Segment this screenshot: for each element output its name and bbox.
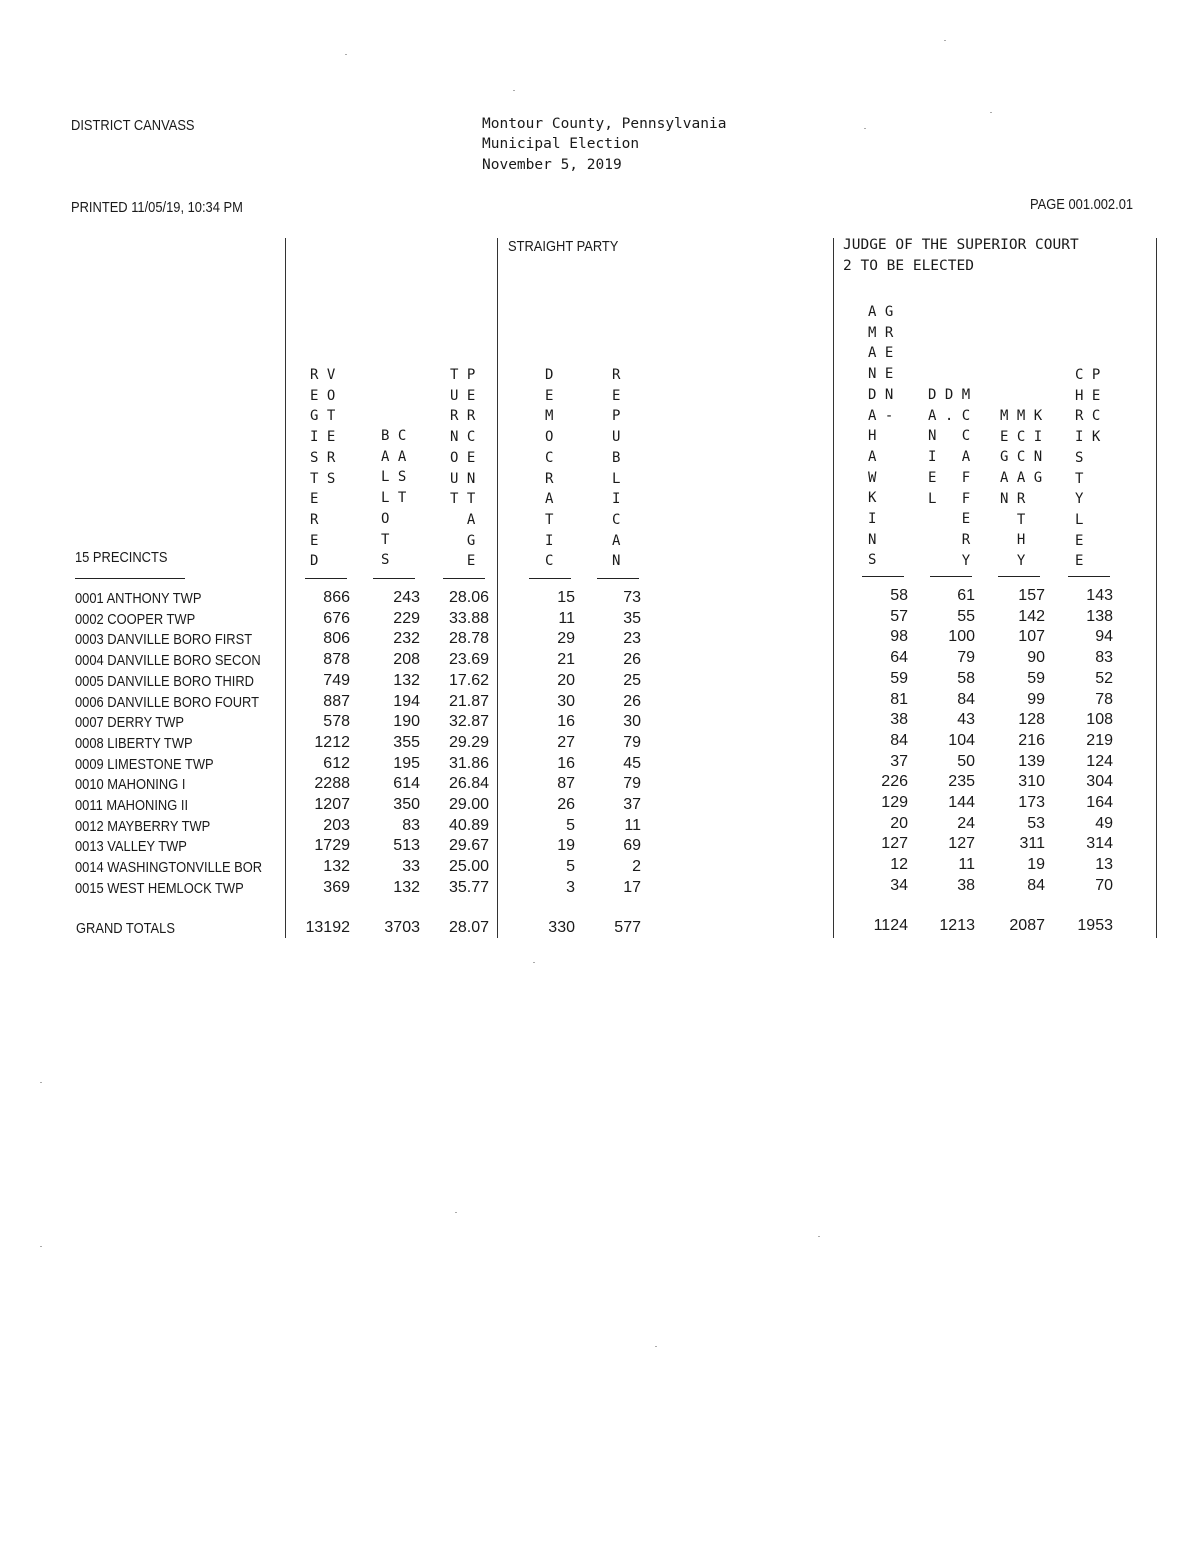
header-letter-line: S xyxy=(1075,449,1084,466)
ballots-cast-cell: 355 xyxy=(393,733,420,751)
header-letter-line: G T xyxy=(310,408,336,425)
hawkins-votes-cell: 98 xyxy=(890,628,908,646)
total-democratic: 330 xyxy=(548,919,575,936)
header-letter-line: O xyxy=(381,510,390,527)
precinct-name: 0011 MAHONING II xyxy=(75,797,189,814)
registered-voters-cell: 2288 xyxy=(314,775,350,793)
mcnaughton-votes-cell: 19 xyxy=(1027,856,1045,874)
republican-cell: 45 xyxy=(623,754,641,772)
header-letter-line: D xyxy=(310,553,319,570)
scan-speck xyxy=(455,1212,457,1213)
header-letter-line: A G xyxy=(868,304,894,320)
total-registered: 13192 xyxy=(305,919,350,936)
header-letter-line: R xyxy=(310,511,319,528)
header-letter-line: E xyxy=(1075,553,1084,570)
scan-speck xyxy=(345,54,347,55)
header-letter-line: S xyxy=(381,552,390,569)
democratic-cell: 16 xyxy=(557,754,575,772)
republican-cell: 35 xyxy=(623,609,641,627)
header-letter-line: H xyxy=(868,428,877,445)
header-letter-line: C P xyxy=(1075,367,1101,383)
total-hawkins: 1124 xyxy=(873,917,908,934)
header-letter-line: R xyxy=(545,470,554,487)
total-ballots: 3703 xyxy=(384,919,420,936)
precinct-name: 0002 COOPER TWP xyxy=(75,610,196,628)
mccaffery-votes-cell: 38 xyxy=(957,876,975,894)
header-letter-line: R C xyxy=(1075,408,1101,425)
ballots-cast-cell: 83 xyxy=(402,816,420,834)
democratic-cell: 3 xyxy=(566,878,575,896)
heading-underline xyxy=(443,578,485,579)
header-letter-line: E xyxy=(310,532,319,549)
header-letter-line: A E xyxy=(868,345,894,362)
header-letter-line: I A xyxy=(928,449,971,466)
democratic-cell: 5 xyxy=(566,816,575,834)
header-letter-line: M M K xyxy=(1000,408,1043,424)
header-letter-line: E F xyxy=(928,469,971,486)
header-letter-line: A xyxy=(450,511,476,528)
turnout-cell: 21.87 xyxy=(448,692,489,710)
header-letter-line: R V xyxy=(310,367,336,383)
turnout-cell: 23.69 xyxy=(448,651,489,669)
candidate-hawkins-header xyxy=(868,302,893,571)
ballots-cast-cell: 33 xyxy=(402,858,420,876)
hawkins-votes-cell: 37 xyxy=(890,752,908,770)
candidate-mcnaughton-header xyxy=(1000,406,1042,572)
header-letter-line: E xyxy=(545,387,554,404)
scan-speck xyxy=(944,40,946,41)
header-letter-line: E O xyxy=(310,387,336,404)
democratic-cell: 30 xyxy=(557,692,575,710)
header-letter-line: S xyxy=(868,552,877,569)
header-letter-line: A xyxy=(545,491,554,508)
stacey-votes-cell: 124 xyxy=(1086,752,1113,770)
county-name: Montour County, Pennsylvania xyxy=(482,116,727,132)
stacey-votes-cell: 164 xyxy=(1086,794,1113,811)
scan-speck xyxy=(864,128,866,129)
hawkins-votes-cell: 58 xyxy=(890,587,908,604)
stacey-votes-cell: 52 xyxy=(1095,669,1113,687)
registered-voters-cell: 132 xyxy=(323,858,350,876)
header-letter-line: G xyxy=(450,532,476,549)
heading-underline xyxy=(1068,576,1110,577)
stacey-votes-cell: 70 xyxy=(1095,876,1113,894)
header-letter-line: D D M xyxy=(928,387,971,403)
precinct-name: 0008 LIBERTY TWP xyxy=(75,734,193,752)
column-divider xyxy=(1156,238,1157,938)
registered-voters-cell: 887 xyxy=(323,692,350,710)
republican-cell: 73 xyxy=(623,589,641,606)
header-letter-line: T xyxy=(545,511,554,528)
turnout-cell: 29.00 xyxy=(448,796,489,813)
turnout-percentage-header xyxy=(450,365,475,572)
header-letter-line: I xyxy=(545,532,554,549)
mccaffery-votes-cell: 100 xyxy=(948,628,975,646)
democratic-cell: 20 xyxy=(557,671,575,689)
mccaffery-votes-cell: 55 xyxy=(957,607,975,625)
registered-voters-cell: 612 xyxy=(323,754,350,772)
election-date: November 5, 2019 xyxy=(482,157,622,173)
stacey-votes-cell: 94 xyxy=(1095,628,1113,646)
mccaffery-votes-cell: 84 xyxy=(957,690,975,708)
header-letter-line: L xyxy=(612,470,621,487)
precinct-name: 0012 MAYBERRY TWP xyxy=(75,817,211,835)
precinct-name: 0001 ANTHONY TWP xyxy=(75,590,202,607)
mcnaughton-votes-cell: 128 xyxy=(1018,711,1045,729)
precinct-name: 0003 DANVILLE BORO FIRST xyxy=(75,631,253,649)
header-letter-line: U N xyxy=(450,470,476,487)
header-letter-line: P xyxy=(612,408,621,425)
header-letter-line: R xyxy=(612,367,621,383)
precinct-name: 0013 VALLEY TWP xyxy=(75,838,187,856)
mcnaughton-votes-cell: 157 xyxy=(1018,587,1045,604)
header-letter-line: T P xyxy=(450,367,476,383)
democratic-cell: 19 xyxy=(557,837,575,855)
column-divider xyxy=(497,238,498,938)
stacey-votes-cell: 314 xyxy=(1086,835,1113,853)
mccaffery-votes-cell: 79 xyxy=(957,649,975,667)
republican-cell: 30 xyxy=(623,713,641,731)
header-letter-line: I xyxy=(612,491,621,508)
democratic-cell: 11 xyxy=(558,609,575,627)
democratic-cell: 5 xyxy=(566,858,575,876)
header-letter-line: U xyxy=(612,429,621,446)
header-letter-line: K xyxy=(868,490,877,507)
registered-voters-cell: 1729 xyxy=(314,837,350,855)
judge-header-line1: JUDGE OF THE SUPERIOR COURT xyxy=(843,237,1079,253)
scan-speck xyxy=(990,112,992,113)
header-letter-line: C xyxy=(612,511,621,528)
hawkins-votes-cell: 20 xyxy=(890,814,908,832)
precinct-name: 0009 LIMESTONE TWP xyxy=(75,755,214,773)
header-letter-line: L F xyxy=(928,490,971,507)
democratic-cell: 27 xyxy=(557,733,575,751)
stacey-votes-cell: 138 xyxy=(1086,607,1113,625)
mcnaughton-votes-cell: 311 xyxy=(1019,835,1045,853)
stacey-votes-cell: 304 xyxy=(1086,773,1113,791)
total-stacey: 1953 xyxy=(1077,917,1113,934)
header-letter-line: D N xyxy=(868,386,894,403)
straight-party-header: STRAIGHT PARTY xyxy=(508,238,619,255)
header-letter-line: R R xyxy=(450,408,476,425)
registered-voters-cell: 203 xyxy=(323,816,350,834)
heading-underline xyxy=(305,578,347,579)
header-letter-line: Y xyxy=(1075,491,1084,508)
democratic-cell: 26 xyxy=(557,796,575,813)
header-letter-line: I E xyxy=(310,429,336,446)
header-letter-line: T T xyxy=(450,491,476,508)
hawkins-votes-cell: 57 xyxy=(890,607,908,625)
candidate-mccaffery-header xyxy=(928,385,970,571)
hawkins-votes-cell: 64 xyxy=(890,649,908,667)
precinct-name: 0005 DANVILLE BORO THIRD xyxy=(75,672,255,690)
ballots-cast-cell: 208 xyxy=(393,651,420,669)
mcnaughton-votes-cell: 53 xyxy=(1027,814,1045,832)
registered-voters-cell: 1212 xyxy=(314,733,350,751)
mccaffery-votes-cell: 235 xyxy=(948,773,975,791)
grand-totals-label: GRAND TOTALS xyxy=(76,920,175,937)
mcnaughton-votes-cell: 99 xyxy=(1027,690,1045,708)
total-turnout: 28.07 xyxy=(448,919,489,936)
mccaffery-votes-cell: 24 xyxy=(957,814,975,832)
hawkins-votes-cell: 12 xyxy=(890,856,908,874)
turnout-cell: 31.86 xyxy=(448,754,489,772)
republican-cell: 11 xyxy=(624,816,641,834)
hawkins-votes-cell: 127 xyxy=(881,835,908,853)
header-letter-line: T xyxy=(1000,511,1026,528)
header-letter-line: M xyxy=(545,408,554,425)
registered-voters-cell: 578 xyxy=(323,713,350,731)
democratic-cell: 16 xyxy=(557,713,575,731)
total-mccaffery: 1213 xyxy=(939,917,975,934)
total-mcnaughton: 2087 xyxy=(1009,917,1045,934)
scan-speck xyxy=(655,1346,657,1347)
stacey-votes-cell: 49 xyxy=(1095,814,1113,832)
ballots-cast-cell: 513 xyxy=(393,837,420,855)
header-letter-line: O xyxy=(545,429,554,446)
header-letter-line: N xyxy=(612,553,621,570)
header-letter-line: N R xyxy=(1000,490,1026,507)
republican-cell: 26 xyxy=(623,692,641,710)
header-letter-line: E xyxy=(612,387,621,404)
ballots-cast-cell: 190 xyxy=(393,713,420,731)
header-letter-line: E xyxy=(310,491,319,508)
registered-voters-cell: 749 xyxy=(323,671,350,689)
header-letter-line: G C N xyxy=(1000,449,1043,466)
heading-underline xyxy=(75,578,185,579)
header-letter-line: E xyxy=(1075,532,1084,549)
turnout-cell: 29.67 xyxy=(448,837,489,855)
printed-timestamp: PRINTED 11/05/19, 10:34 PM xyxy=(71,199,243,216)
header-letter-line: U E xyxy=(450,387,476,404)
mcnaughton-votes-cell: 310 xyxy=(1018,773,1045,791)
heading-underline xyxy=(998,576,1040,577)
ballots-cast-header xyxy=(381,426,406,571)
hawkins-votes-cell: 81 xyxy=(890,690,908,708)
scan-speck xyxy=(40,1082,42,1083)
heading-underline xyxy=(930,576,972,577)
mccaffery-votes-cell: 104 xyxy=(948,731,975,749)
header-letter-line: O E xyxy=(450,449,476,466)
ballots-cast-cell: 132 xyxy=(393,878,420,896)
header-letter-line: H E xyxy=(1075,387,1101,404)
stacey-votes-cell: 143 xyxy=(1086,587,1113,604)
ballots-cast-cell: 195 xyxy=(393,754,420,772)
registered-voters-cell: 806 xyxy=(323,630,350,648)
mcnaughton-votes-cell: 142 xyxy=(1018,607,1045,625)
header-letter-line: E C I xyxy=(1000,428,1043,445)
stacey-votes-cell: 219 xyxy=(1086,731,1113,749)
registered-voters-cell: 676 xyxy=(323,609,350,627)
scan-speck xyxy=(40,1246,42,1247)
header-letter-line: H xyxy=(1000,532,1026,549)
mccaffery-votes-cell: 61 xyxy=(957,587,975,604)
hawkins-votes-cell: 38 xyxy=(890,711,908,729)
precinct-name: 0010 MAHONING I xyxy=(75,776,186,794)
header-letter-line: T xyxy=(1075,470,1084,487)
turnout-cell: 32.87 xyxy=(448,713,489,731)
ballots-cast-cell: 243 xyxy=(393,589,420,606)
header-letter-line: N xyxy=(868,531,877,548)
stacey-votes-cell: 78 xyxy=(1095,690,1113,708)
header-letter-line: N E xyxy=(868,366,894,383)
turnout-cell: 40.89 xyxy=(448,816,489,834)
header-letter-line: S R xyxy=(310,449,336,466)
header-letter-line: C xyxy=(545,553,554,570)
scan-speck xyxy=(818,1236,820,1237)
header-letter-line: A xyxy=(612,532,621,549)
report-title: DISTRICT CANVASS xyxy=(71,117,195,134)
header-letter-line: A xyxy=(868,448,877,465)
precinct-name: 0015 WEST HEMLOCK TWP xyxy=(75,879,244,897)
scan-speck xyxy=(513,90,515,91)
heading-underline xyxy=(529,578,571,579)
candidate-stacey-header xyxy=(1075,365,1100,572)
mcnaughton-votes-cell: 107 xyxy=(1018,628,1045,646)
header-letter-line: L S xyxy=(381,469,407,486)
republican-header xyxy=(612,365,620,572)
header-letter-line: L xyxy=(1075,511,1084,528)
registered-voters-cell: 369 xyxy=(323,878,350,896)
heading-underline xyxy=(597,578,639,579)
stacey-votes-cell: 83 xyxy=(1095,649,1113,667)
header-letter-line: R xyxy=(928,531,971,548)
column-divider xyxy=(833,238,834,938)
header-letter-line: B xyxy=(612,449,621,466)
republican-cell: 2 xyxy=(632,858,641,876)
stacey-votes-cell: 13 xyxy=(1095,856,1113,874)
header-letter-line: I xyxy=(868,511,877,528)
mcnaughton-votes-cell: 139 xyxy=(1018,752,1045,770)
header-letter-line: N C xyxy=(928,428,971,445)
hawkins-votes-cell: 59 xyxy=(890,669,908,687)
democratic-cell: 15 xyxy=(557,589,575,606)
header-letter-line: A A G xyxy=(1000,470,1043,487)
mccaffery-votes-cell: 58 xyxy=(957,669,975,687)
header-letter-line: Y xyxy=(1000,552,1026,569)
turnout-cell: 33.88 xyxy=(448,609,489,627)
header-letter-line: B C xyxy=(381,428,407,444)
registered-voters-cell: 878 xyxy=(323,651,350,669)
precinct-name: 0006 DANVILLE BORO FOURT xyxy=(75,693,260,711)
republican-cell: 79 xyxy=(623,733,641,751)
judge-header-line2: 2 TO BE ELECTED xyxy=(843,258,974,274)
mccaffery-votes-cell: 11 xyxy=(958,856,975,874)
hawkins-votes-cell: 226 xyxy=(881,773,908,791)
ballots-cast-cell: 229 xyxy=(393,609,420,627)
republican-cell: 25 xyxy=(623,671,641,689)
republican-cell: 79 xyxy=(623,775,641,793)
republican-cell: 26 xyxy=(623,651,641,669)
mccaffery-votes-cell: 144 xyxy=(948,794,975,811)
turnout-cell: 17.62 xyxy=(448,671,489,689)
header-letter-line: T S xyxy=(310,470,336,487)
turnout-cell: 26.84 xyxy=(448,775,489,793)
republican-cell: 17 xyxy=(623,878,641,896)
header-letter-line: I K xyxy=(1075,429,1101,446)
header-letter-line: L T xyxy=(381,490,407,507)
ballots-cast-cell: 350 xyxy=(393,796,420,813)
header-letter-line: A . C xyxy=(928,407,971,424)
turnout-cell: 29.29 xyxy=(448,733,489,751)
hawkins-votes-cell: 129 xyxy=(881,794,908,811)
turnout-cell: 35.77 xyxy=(448,878,489,896)
header-letter-line: M R xyxy=(868,324,894,341)
header-letter-line: A - xyxy=(868,407,894,424)
stacey-votes-cell: 108 xyxy=(1086,711,1113,729)
ballots-cast-cell: 132 xyxy=(393,671,420,689)
header-letter-line: E xyxy=(450,553,476,570)
mcnaughton-votes-cell: 216 xyxy=(1018,731,1045,749)
mccaffery-votes-cell: 43 xyxy=(957,711,975,729)
heading-underline xyxy=(373,578,415,579)
precinct-name: 0004 DANVILLE BORO SECON xyxy=(75,652,261,670)
precinct-name: 0007 DERRY TWP xyxy=(75,714,184,732)
ballots-cast-cell: 194 xyxy=(393,692,420,710)
mcnaughton-votes-cell: 90 xyxy=(1027,649,1045,667)
header-letter-line: W xyxy=(868,469,877,486)
republican-cell: 69 xyxy=(623,837,641,855)
mcnaughton-votes-cell: 59 xyxy=(1027,669,1045,687)
scan-speck xyxy=(533,962,535,963)
header-letter-line: A A xyxy=(381,448,407,465)
header-letter-line: T xyxy=(381,531,390,548)
ballots-cast-cell: 232 xyxy=(393,630,420,648)
precincts-count-label: 15 PRECINCTS xyxy=(75,549,168,566)
registered-voters-cell: 1207 xyxy=(314,796,350,813)
header-letter-line: D xyxy=(545,367,554,383)
democratic-cell: 87 xyxy=(557,775,575,793)
mcnaughton-votes-cell: 84 xyxy=(1027,876,1045,894)
header-letter-line: Y xyxy=(928,552,971,569)
registered-voters-cell: 866 xyxy=(323,589,350,606)
header-letter-line: N C xyxy=(450,429,476,446)
precinct-name: 0014 WASHINGTONVILLE BOR xyxy=(75,859,263,877)
total-republican: 577 xyxy=(614,919,641,936)
democratic-cell: 21 xyxy=(557,651,575,669)
mccaffery-votes-cell: 127 xyxy=(948,835,975,853)
mccaffery-votes-cell: 50 xyxy=(957,752,975,770)
republican-cell: 23 xyxy=(623,630,641,648)
ballots-cast-cell: 614 xyxy=(393,775,420,793)
democratic-header xyxy=(545,365,553,572)
turnout-cell: 28.06 xyxy=(448,589,489,606)
turnout-cell: 28.78 xyxy=(448,630,489,648)
header-letter-line: E xyxy=(928,511,971,528)
page-number: PAGE 001.002.01 xyxy=(1030,196,1134,213)
republican-cell: 37 xyxy=(623,796,641,813)
election-name: Municipal Election xyxy=(482,136,640,152)
hawkins-votes-cell: 84 xyxy=(890,731,908,749)
header-letter-line: C xyxy=(545,449,554,466)
democratic-cell: 29 xyxy=(557,630,575,648)
heading-underline xyxy=(862,576,904,577)
registered-voters-header xyxy=(310,365,335,572)
turnout-cell: 25.00 xyxy=(448,858,489,876)
hawkins-votes-cell: 34 xyxy=(890,876,908,894)
mcnaughton-votes-cell: 173 xyxy=(1018,794,1045,811)
